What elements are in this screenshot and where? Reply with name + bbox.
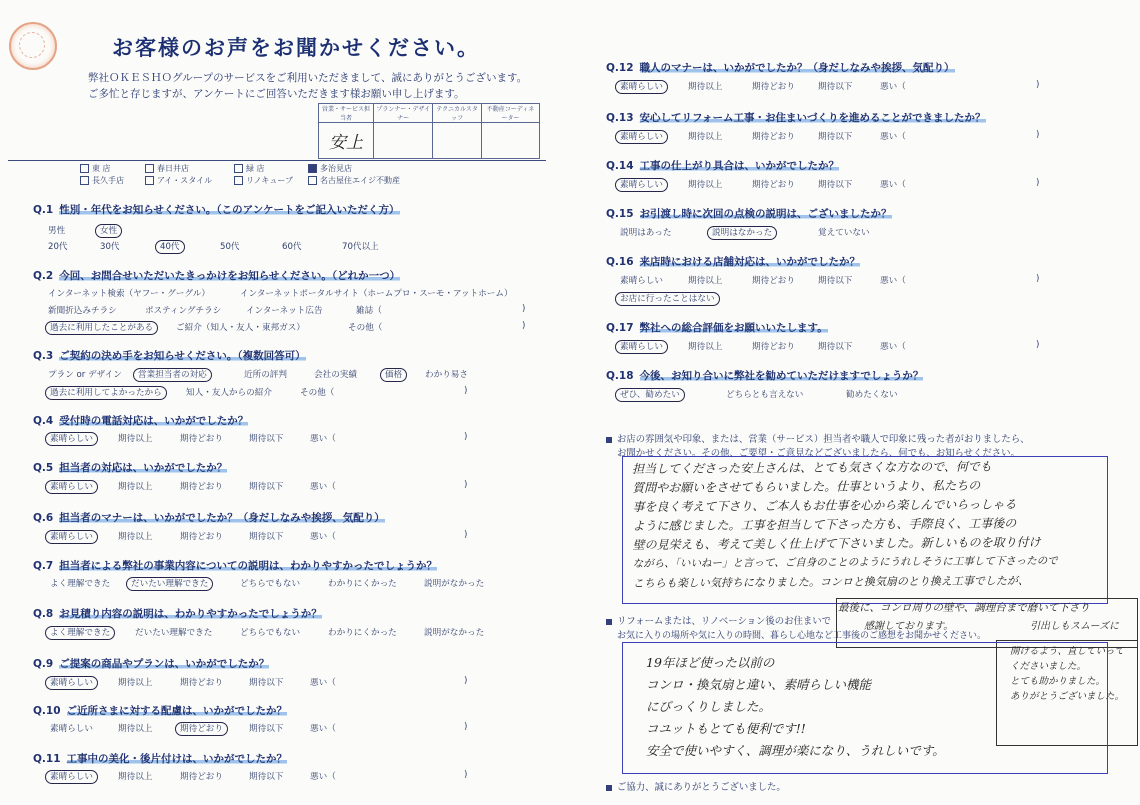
divider [8,160,546,161]
paren: ) [464,480,468,490]
rating-option[interactable]: 期待以上 [118,434,153,444]
rating-option[interactable]: 悪い（ [310,482,336,492]
paren: ) [464,676,468,686]
option-selected[interactable]: 説明はなかった [712,226,777,238]
option[interactable]: わかりにくかった [328,628,397,638]
rating-option[interactable]: 悪い（ [310,532,336,542]
rating-option[interactable]: 期待どおり [752,276,795,286]
rating-selected[interactable]: 素晴らしい [620,130,668,142]
store-tajimi[interactable]: 多治見店 [308,163,352,174]
question-17: Q.17 弊社への総合評価をお願いいたします。 [606,322,828,334]
paren: ) [464,432,468,442]
staff-value[interactable] [481,123,539,159]
option[interactable]: 60代 [282,242,302,252]
handwritten-line: 19年ほど使った以前の [646,655,775,670]
handwritten-line: 事を良く考えて下さり、ご本人もお仕事を心から楽しんでいらっしゃる [632,497,1017,514]
staff-value[interactable] [433,123,482,159]
rating-option[interactable]: 期待どおり [180,772,223,782]
handwritten-line: コユットもとても便利です!! [646,721,806,736]
handwritten-comment-2 [646,652,945,762]
rating-option[interactable]: 期待以上 [118,532,153,542]
rating-option[interactable]: 期待どおり [180,434,223,444]
handwritten-line: 質問やお願いをさせてもらいました。仕事というより、私たちの [632,478,981,495]
rating-option[interactable]: 悪い（ [310,772,336,782]
rating-option[interactable]: 期待以下 [249,724,284,734]
paren: ) [1036,340,1040,350]
option[interactable]: よく理解できた [50,579,111,589]
handwritten-line: 感謝しております。 [864,621,954,632]
staff-value[interactable]: 安上 [319,123,374,159]
store-kasugai[interactable]: 春日井店 [145,163,189,174]
rating-option[interactable]: 期待以下 [818,180,853,190]
handwritten-line: コンロ・換気扇と違い、素晴らしい機能 [646,677,872,692]
rating-option[interactable]: 期待以上 [688,276,723,286]
option[interactable]: インターネット広告 [246,306,323,316]
rating-option[interactable]: 期待以下 [818,82,853,92]
option-selected[interactable]: 営業担当者の対応 [138,368,212,380]
paren: ) [1036,178,1040,188]
rating-option[interactable]: 悪い（ [880,342,906,352]
rating-selected[interactable]: 素晴らしい [50,530,98,542]
handwritten-line: くださいました。 [1010,661,1087,672]
rating-selected[interactable]: 素晴らしい [620,178,668,190]
handwritten-line: ながら、「いいねー」と言って、ご自身のことのようにうれしそうに工事して下さったので [632,555,1058,570]
rating-selected[interactable]: 素晴らしい [50,480,98,492]
seal-stamp [9,22,57,70]
rating-selected[interactable]: 素晴らしい [50,432,98,444]
rating-option[interactable]: 期待以上 [688,132,723,142]
rating-selected[interactable]: 期待どおり [180,722,228,734]
rating-option[interactable]: 期待以上 [118,772,153,782]
option-selected[interactable]: 女性 [100,224,122,236]
question-6: Q.6 担当者のマナーは、いかがでしたか？（身だしなみや挨拶、気配り） [33,512,385,524]
question-8: Q.8 お見積り内容の説明は、わかりやすかったでしょうか？ [33,608,322,620]
option[interactable]: 70代以上 [342,242,379,252]
rating-selected[interactable]: 素晴らしい [50,770,98,782]
staff-header: プランナー・デザイナー [374,104,433,123]
question-12: Q.12 職人のマナーは、いかがでしたか？（身だしなみや挨拶、気配り） [606,62,955,74]
option[interactable]: 説明がなかった [424,628,485,638]
option[interactable]: 覚えていない [818,228,870,238]
paren: ) [522,321,526,331]
rating-option[interactable]: 期待以上 [118,724,153,734]
handwritten-comment-1 [632,456,1140,593]
comment-prompt-2: お聞かせください。その他、ご要望・ご意見などございましたら、何でも、お知らせください。 [617,448,1020,459]
staff-header: 営業・サービス担当者 [319,104,374,123]
option-selected[interactable]: 価格 [385,368,407,380]
question-1: Q.1 性別・年代をお知らせください。（このアンケートをご記入いただく方） [33,204,400,216]
option-selected[interactable]: ぜひ、勧めたい [620,388,685,400]
handwritten-line: にびっくりしました。 [646,699,772,714]
paren: ) [1036,130,1040,140]
handwritten-line: とても助かりました。 [1010,676,1106,687]
question-10: Q.10 ご近所さまに対する配慮は、いかがでしたか？ [33,705,288,717]
handwritten-line: 安全で使いやすく、調理が楽になり、うれしいです。 [646,743,945,758]
option[interactable]: どちらでもない [240,579,301,589]
option-selected[interactable]: 過去に利用したことがある [50,321,158,333]
rating-option[interactable]: 期待以下 [249,772,284,782]
option[interactable]: 近所の評判 [244,370,287,380]
option[interactable]: 男性 [48,226,66,236]
paren: ) [464,722,468,732]
rating-option[interactable]: 期待どおり [752,82,795,92]
footer-thanks: ご協力、誠にありがとうございました。 [606,780,786,795]
option[interactable]: 知人・友人からの紹介 [186,388,272,398]
staff-header: テクニカルスタッフ [433,104,482,123]
handwritten-line: ように感じました。工事を担当して下さった方も、手際良く、工事後の [632,516,1017,533]
option-selected[interactable]: 過去に利用してよかったから [50,386,167,398]
question-4: Q.4 受付時の電話対応は、いかがでしたか？ [33,415,249,427]
comment-prompt-3: リフォームまたは、リノベーション後のお住まいで [606,614,831,629]
handwritten-line: こちらも楽しい気持ちになりました。コンロと換気扇のとり換え工事でしたが、 [632,574,1029,590]
option[interactable]: 50代 [220,242,240,252]
handwritten-line: 引出しもスムーズに [1030,621,1119,632]
rating-option[interactable]: 期待以上 [688,342,723,352]
rating-option[interactable]: 悪い（ [880,132,906,142]
option[interactable]: ポスティングチラシ [145,306,222,316]
store-nagakute[interactable]: 長久手店 [80,175,124,186]
handwritten-line: 最後に、コンロ周りの壁や、調理台まで磨いて下さり [838,602,1090,614]
staff-header: 不動産コーディネーター [481,104,539,123]
rating-option[interactable]: 期待どおり [180,532,223,542]
option[interactable]: 説明はあった [620,228,672,238]
store-realestate[interactable]: 名古屋住エイジ不動産 [308,175,400,186]
option-selected[interactable]: だいたい理解できた [131,577,213,589]
option[interactable]: 30代 [100,242,120,252]
option[interactable]: ご紹介（知人・友人・東邦ガス） [176,323,305,333]
store-midori[interactable]: 緑 店 [234,163,265,174]
option[interactable]: 会社の実績 [314,370,357,380]
rating-option[interactable]: 期待以下 [249,434,284,444]
rating-option[interactable]: 期待以下 [818,276,853,286]
question-13: Q.13 安心してリフォーム工事・お住まいづくりを進めることができましたか？ [606,112,986,124]
option[interactable]: だいたい理解できた [135,628,213,638]
option-selected[interactable]: よく理解できた [50,626,115,638]
rating-option[interactable]: 期待どおり [180,482,223,492]
option[interactable]: 説明がなかった [424,579,485,589]
option[interactable]: どちらでもない [240,628,301,638]
rating-option[interactable]: 悪い（ [880,276,906,286]
handwritten-line: 開けるよう、直していって [1010,646,1125,657]
rating-option[interactable]: 期待以下 [249,532,284,542]
handwritten-line: 担当してくださった安上さんは、とても気さくな方なので、何でも [632,459,992,476]
option[interactable]: わかりにくかった [328,579,397,589]
rating-option[interactable]: 期待以上 [118,678,153,688]
question-3: Q.3 ご契約の決め手をお知らせください。（複数回答可） [33,350,306,362]
option[interactable]: 勧めたくない [846,390,898,400]
option-selected[interactable]: 40代 [160,240,185,252]
rating-option[interactable]: 悪い（ [310,724,336,734]
rating-option[interactable]: 素晴らしい [50,724,93,734]
rating-option[interactable]: 期待どおり [752,132,795,142]
option[interactable]: インターネット検索（ヤフー・グーグル） [48,289,210,299]
rating-option[interactable]: 期待以下 [818,132,853,142]
paren: ) [464,770,468,780]
rating-option[interactable]: 期待どおり [752,180,795,190]
rating-option[interactable]: 期待以上 [688,180,723,190]
question-18: Q.18 今後、お知り合いに弊社を勧めていただけますでしょうか？ [606,370,924,382]
rating-option[interactable]: 悪い（ [880,180,906,190]
question-15: Q.15 お引渡し時に次回の点検の説明は、ございましたか？ [606,208,892,220]
rating-option[interactable]: 期待以上 [118,482,153,492]
comment-prompt-4: お気に入りの場所や気に入りの時間、暮らし心地など工事後のご感想をお聞かせください。 [617,631,987,641]
staff-table [318,103,540,159]
option[interactable]: その他（ [300,388,335,398]
option[interactable]: プラン or デザイン [48,370,122,380]
store-renocube[interactable]: リノキューブ [234,175,293,186]
question-7: Q.7 担当者による弊社の事業内容についての説明は、わかりやすかったでしょうか？ [33,560,438,572]
rating-selected[interactable]: 素晴らしい [50,676,98,688]
rating-option[interactable]: 期待どおり [180,678,223,688]
question-14: Q.14 工事の仕上がり具合は、いかがでしたか？ [606,160,840,172]
option[interactable]: 新聞折込みチラシ [48,306,117,316]
rating-option[interactable]: 期待以下 [818,342,853,352]
paren: ) [1036,274,1040,284]
rating-option[interactable]: 悪い（ [310,434,336,444]
rating-selected[interactable]: 素晴らしい [620,340,668,352]
option[interactable]: 雑誌（ [356,306,382,316]
comment-prompt-1: お店の雰囲気や印象、または、営業（サービス）担当者や職人で印象に残った者がおりましたら、 [606,432,1030,447]
option[interactable]: その他（ [348,323,383,333]
store-east[interactable]: 東 店 [80,163,111,174]
paren: ) [464,386,468,396]
rating-option[interactable]: 期待以下 [249,678,284,688]
question-9: Q.9 ご提案の商品やプランは、いかがでしたか？ [33,658,270,670]
handwritten-line: 壁の見栄えも、考えて美しく仕上げて下さいました。新しいものを取り付け [632,535,1041,552]
question-16: Q.16 来店時における店舗対応は、いかがでしたか？ [606,256,861,268]
rating-option[interactable]: 悪い（ [310,678,336,688]
rating-selected[interactable]: 素晴らしい [620,80,668,92]
rating-option[interactable]: 期待以上 [688,82,723,92]
option[interactable]: 20代 [48,242,68,252]
question-2: Q.2 今回、お問合せいただいたきっかけをお知らせください。（どれか一つ） [33,270,401,282]
question-11: Q.11 工事中の美化・後片付けは、いかがでしたか？ [33,753,288,765]
handwritten-line: ありがとうございました。 [1010,691,1125,702]
rating-option[interactable]: 期待以下 [249,482,284,492]
page-title: お客様のお声をお聞かせください。 [112,36,480,60]
intro-line-2: ご多忙と存じますが、アンケートにご回答いただきます様お願い申し上げます。 [88,88,465,100]
rating-option[interactable]: 期待どおり [752,342,795,352]
paren: ) [1036,80,1040,90]
staff-value[interactable] [374,123,433,159]
paren: ) [464,530,468,540]
paren: ) [522,304,526,314]
rating-option[interactable]: 素晴らしい [620,276,663,286]
option[interactable]: どちらとも言えない [726,390,804,400]
question-5: Q.5 担当者の対応は、いかがでしたか？ [33,462,228,474]
intro-line-1: 弊社ＯＫＥＳＨＯグループのサービスをご利用いただきまして、誠にありがとうございます。 [88,72,528,84]
option[interactable]: インターネットポータルサイト（ホームプロ・スーモ・アットホーム） [240,289,513,299]
option[interactable]: わかり易さ [425,370,468,380]
rating-option[interactable]: 悪い（ [880,82,906,92]
store-aistyle[interactable]: アイ・スタイル [145,175,212,186]
option-selected[interactable]: お店に行ったことはない [620,292,720,304]
